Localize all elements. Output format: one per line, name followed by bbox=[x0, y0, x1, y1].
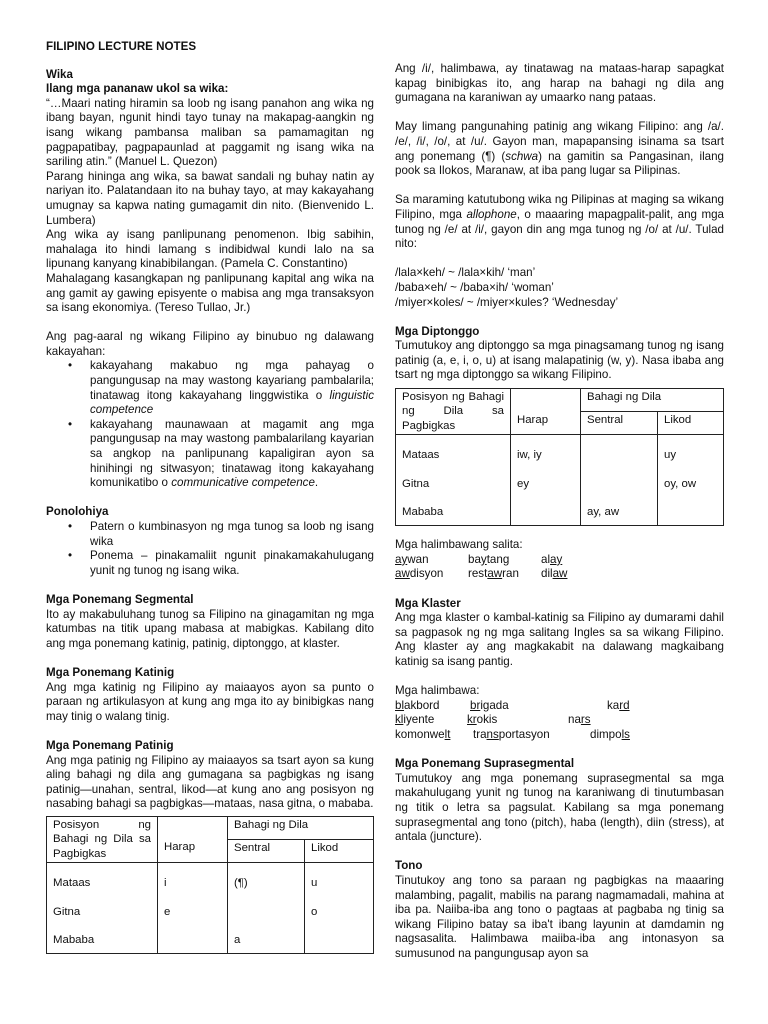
ponolohiya-list bbox=[46, 520, 374, 578]
katinig-text: Ang mga katinig ng Filipino ay maiaayos ayon sa punto o paraan ng artikulasyon at kung ang mga ito ay binibigkas nang may tinig o walang tinig. bbox=[46, 680, 374, 723]
quote-lumbera: Parang hininga ang wika, sa bawat sandali ng buhay natin ay nariyan ito. Palatandaan ito na buhay tayo, at may kakayahang umugnay sa kapwa nating gumagamit din nito. (Bienvenido L. Lumbera) bbox=[46, 169, 374, 227]
right-column bbox=[395, 62, 724, 962]
patinig-cell: e bbox=[158, 904, 228, 932]
left-column bbox=[46, 40, 374, 954]
kakayahan-item-linggwistika: • kakayahang makabuo ng mga pahayag o pangungusap na may wastong kayariang pambalarila; tinatawag itong kakayahang linggwistika o linguistic competence bbox=[90, 359, 374, 417]
diptonggo-text: Tumutukoy ang diptonggo sa mga pinagsamang tunog ng isang patinig (a, e, i, o, u) at isang malapatinig (w, y). Nasa ibaba ang tsart ng mga diptonggo sa wikang Filipino. bbox=[395, 339, 724, 382]
quote-tullao: Mahalagang kasangkapan ng panlipunang kapital ang wika na ang gamit ay gawing episyente o mabisa ang mga transaksyon sa isang ekonomiya. (Tereso Tullao, Jr.) bbox=[46, 271, 374, 315]
page-title: FILIPINO LECTURE NOTES bbox=[46, 40, 197, 53]
patinig-cell bbox=[305, 932, 374, 954]
wika-heading: Wika bbox=[46, 67, 73, 81]
diptonggo-table bbox=[395, 388, 724, 526]
kakayahan-list bbox=[46, 359, 374, 490]
diptonggo-cell: ay, aw bbox=[581, 504, 658, 526]
patinig-row-label: Mababa bbox=[47, 932, 158, 954]
pananaw-heading: Ilang mga pananaw ukol sa wika: bbox=[46, 82, 229, 96]
klaster-heading: Mga Klaster bbox=[395, 596, 461, 610]
salita-word: baytang bbox=[468, 552, 510, 566]
diptonggo-cell bbox=[658, 504, 724, 526]
allophone-example: /lala×keh/ ~ /lala×kih/ ‘man’ bbox=[395, 266, 536, 280]
patinig-table-bahagi-header: Bahagi ng Dila bbox=[228, 816, 374, 839]
klaster-word: transportasyon bbox=[473, 728, 550, 741]
klaster-word: kliyente bbox=[395, 713, 435, 727]
salita-word: dilaw bbox=[541, 567, 568, 581]
patinig-cell: u bbox=[305, 863, 374, 904]
salita-word: aywan bbox=[395, 552, 429, 566]
diptonggo-row-label: Gitna bbox=[396, 476, 511, 504]
diptonggo-col-likod: Likod bbox=[658, 412, 724, 435]
diptonggo-cell: uy bbox=[658, 435, 724, 476]
tono-heading: Tono bbox=[395, 859, 423, 873]
diptonggo-col-sentral: Sentral bbox=[581, 412, 658, 435]
klaster-word: blakbord bbox=[395, 698, 440, 712]
kakayahan-intro: Ang pag-aaral ng wikang Filipino ay binubuo ng dalawang kakayahan: bbox=[46, 330, 374, 358]
patinig-heading: Mga Ponemang Patinig bbox=[46, 738, 174, 752]
diptonggo-heading: Mga Diptonggo bbox=[395, 324, 480, 338]
klaster-row bbox=[395, 713, 724, 728]
patinig-cell: a bbox=[228, 932, 305, 954]
suprasegmental-heading: Mga Ponemang Suprasegmental bbox=[395, 757, 575, 771]
salita-row bbox=[395, 553, 724, 568]
klaster-word: komonwelt bbox=[395, 728, 451, 741]
katutubong-wika-text: Sa maraming katutubong wika ng Pilipinas at maging sa wikang Filipino, mga allophone, o maaaring mapagpalit-palit, ang mga tunog ng /e/ at /i/, gayon din ang mga tunog ng /o/ at /u/. Tulad nito: bbox=[395, 193, 725, 251]
klaster-text: Ang mga klaster o kambal-katinig sa Filipino ay dumarami dahil sa pagpasok ng ng mga salitang Ingles sa sa wikang Filipino. Ang klaster ay ang magkakabit na dalawang magkaibang katinig sa isang pantig. bbox=[395, 611, 724, 669]
klaster-word: brigada bbox=[470, 698, 509, 712]
klaster-row bbox=[395, 699, 724, 714]
klaster-word: nars bbox=[568, 713, 591, 727]
patinig-cell: i bbox=[158, 863, 228, 904]
diptonggo-cell bbox=[581, 476, 658, 504]
patinig-table-posisyon-header: Posisyon ng Bahagi ng Dila sa Pagbigkas bbox=[47, 816, 158, 862]
salita-word: awdisyon bbox=[395, 567, 444, 581]
diptonggo-table-bahagi-header: Bahagi ng Dila bbox=[581, 389, 724, 412]
quote-constantino: Ang wika ay isang panlipunang penomenon. Ibig sabihin, mahalaga ito hindi lamang s indibidwal kundi lalo na sa lipunang kanyang kinabibilangan. (Pamela C. Constantino) bbox=[46, 228, 374, 271]
tono-text: Tinutukoy ang tono sa paraan ng pagbigkas na maaaring malambing, pagalit, mabilis na parang nagmamadali, mahina at iba pa. Naiiba-iba ang tono o pagtaas at pagbaba ng tinig sa wikang Filipino batay sa iba't ibang layunin at damdamin ng nagsasalita. Halimbawa maiiba-iba ang intonasyon sa sumusunod na pangungusap ayon sa bbox=[395, 873, 724, 960]
allophone-example: /miyer×koles/ ~ /miyer×kules? ‘Wednesday’ bbox=[395, 295, 619, 309]
diptonggo-cell: oy, ow bbox=[658, 476, 724, 504]
ponolohiya-item-patern: • Patern o kumbinasyon ng mga tunog sa loob ng isang wika bbox=[90, 520, 374, 549]
katinig-heading: Mga Ponemang Katinig bbox=[46, 665, 175, 679]
patinig-row-label: Mataas bbox=[47, 863, 158, 904]
patinig-row-label: Gitna bbox=[47, 904, 158, 932]
klaster-word: krokis bbox=[467, 713, 498, 727]
patinig-cell bbox=[228, 904, 305, 932]
allophone-example: /baba×eh/ ~ /baba×ih/ ‘woman’ bbox=[395, 280, 554, 294]
patinig-col-sentral: Sentral bbox=[228, 839, 305, 862]
diptonggo-row-label: Mataas bbox=[396, 435, 511, 476]
segmental-heading: Mga Ponemang Segmental bbox=[46, 592, 194, 606]
salita-row bbox=[395, 567, 724, 582]
diptonggo-table-posisyon-header: Posisyon ng Bahagi ng Dila sa Pagbigkas bbox=[396, 389, 511, 435]
patinig-table bbox=[46, 816, 374, 954]
klaster-word: kard bbox=[607, 698, 630, 712]
diptonggo-col-harap: Harap bbox=[511, 412, 581, 435]
klaster-row bbox=[395, 728, 724, 743]
segmental-text: Ito ay makabuluhang tunog sa Filipino na ginagamitan ng mga katumbas na titik upang mabasa at mabigkas. Kabilang dito ang mga ponemang katinig, patinig, diptonggo, at klaster. bbox=[46, 607, 374, 650]
diptonggo-cell bbox=[581, 435, 658, 476]
diptonggo-cell: ey bbox=[511, 476, 581, 504]
patinig-cell: o bbox=[305, 904, 374, 932]
patinig-cell bbox=[158, 932, 228, 954]
klaster-halimbawa-label: Mga halimbawa: bbox=[395, 684, 480, 698]
salita-word: restawran bbox=[468, 567, 519, 581]
i-patinig-text: Ang /i/, halimbawa, ay tinatawag na mataas-harap sapagkat kapag binibigkas ito, ang harap na bahagi ng dila ang gumagana na karaniwan ay umaarko nang pataas. bbox=[395, 62, 724, 105]
kakayahan-item-komunikatibo: • kakayahang maunawaan at magamit ang mga pangungusap na may wastong pambalarilang kayarian sa angkop na panlipunang kapaligiran ayon sa hinihingi ng sitwasyon; tinatawag itong kakayahang komunikatibo o communicative competence. bbox=[90, 418, 374, 491]
salita-word: alay bbox=[541, 552, 563, 566]
limang-patinig-text: May limang pangunahing patinig ang wikang Filipino: ang /a/. /e/, /i/, /o/, at /u/. Gayon man, mapapansing isinama sa tsart ang ponemang (¶) (schwa) na gamitin sa Pangasinan, ilang pook sa Ilokos, Maranaw, at iba pang lugar sa Pilipinas. bbox=[395, 120, 724, 178]
suprasegmental-text: Tumutukoy ang mga ponemang suprasegmental sa mga makahulugang yunit ng tunog na karaniwang di tinutumbasan ng titik o letra sa pagsulat. Kabilang sa mga ponemang suprasegmental ang tono (pitch), haba (length), diin (stress), at antala (juncture). bbox=[395, 771, 724, 844]
quote-quezon: “…Maari nating hiramin sa loob ng isang panahon ang wika ng ibang bayan, ngunit hindi tayo tunay na makapag-aangkin ng isang wikang pambansa maliban sa pamamagitan ng pagpapatibay, pagpapaunlad at paggamit ng isang wika na sariling atin.” (Manuel L. Quezon) bbox=[46, 96, 374, 169]
diptonggo-row-label: Mababa bbox=[396, 504, 511, 526]
patinig-col-harap: Harap bbox=[158, 839, 228, 862]
diptonggo-cell bbox=[511, 504, 581, 526]
patinig-cell: (¶) bbox=[228, 863, 305, 904]
diptonggo-cell: iw, iy bbox=[511, 435, 581, 476]
ponolohiya-item-ponema: • Ponema – pinakamaliit ngunit pinakamakahulugang yunit ng tunog ng isang wika. bbox=[90, 549, 374, 578]
ponolohiya-heading: Ponolohiya bbox=[46, 505, 109, 519]
patinig-text: Ang mga patinig ng Filipino ay maiaayos sa tsart ayon sa kung aling bahagi ng dila ang gumagana sa pagbigkas ng isang patinig—unahan, sentral, likod—at kung ano ang posisyon ng nasabing bahagi sa pagbigkas—mataas, nasa gitna, o mababa. bbox=[46, 753, 374, 811]
patinig-col-likod: Likod bbox=[305, 839, 374, 862]
klaster-word: dimpols bbox=[590, 728, 630, 741]
halimbawang-salita-label: Mga halimbawang salita: bbox=[395, 538, 523, 552]
